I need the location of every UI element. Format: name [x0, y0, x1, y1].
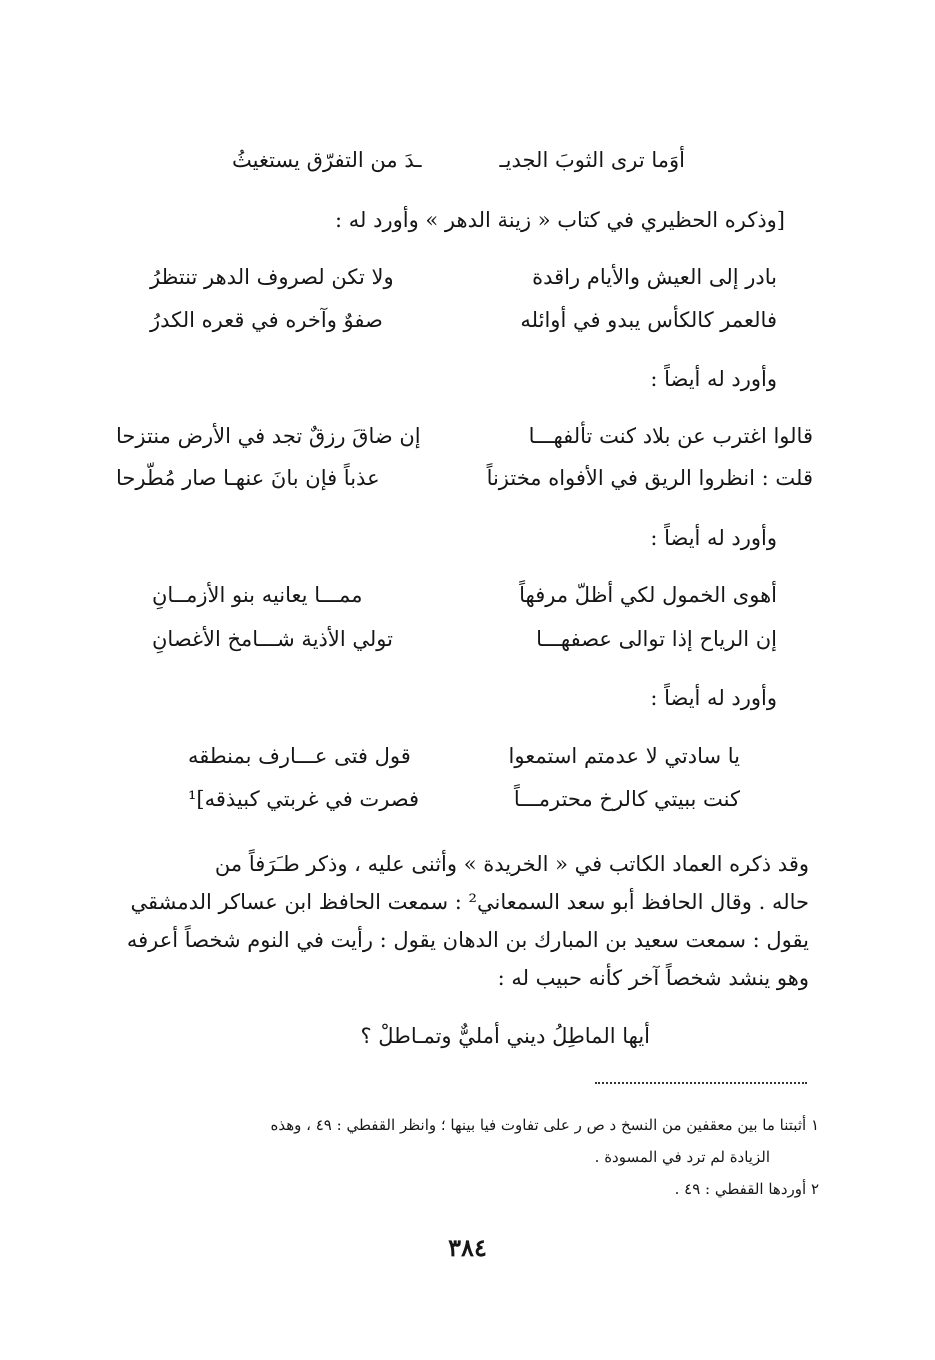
- poem-4-verse-2-right: كنت ببيتي كالرخ محترمـــاً: [513, 787, 740, 811]
- prose-line: وقد ذكره العماد الكاتب في « الخريدة » وأثنى عليه ، وذكر طـَرَفاً من: [214, 852, 809, 876]
- prose-line: وهو ينشد شخصاً آخر كأنه حبيب له :: [497, 966, 809, 990]
- poem-3-verse-2-left: تولي الأذية شـــامخ الأغصانِ: [152, 627, 393, 651]
- poem-3-verse-1-left: ممـــا يعانيه بنو الأزمــانِ: [152, 583, 363, 607]
- poem-4-verse-1-right: يا سادتي لا عدمتم استمعوا: [508, 744, 740, 768]
- poem-1-verse-1-right: بادر إلى العيش والأيام راقدة: [532, 265, 777, 289]
- poem-3-heading: وأورد له أيضاً :: [650, 526, 777, 550]
- poem-1-verse-1-left: ولا تكن لصروف الدهر تنتظرُ: [150, 265, 394, 289]
- footnote-1-continuation: الزيادة لم ترد في المسودة .: [594, 1148, 770, 1166]
- poem-2-verse-2-left: عذباً فإن بانَ عنهـا صار مُطّرحا: [116, 466, 380, 490]
- prose-line: حاله . وقال الحافظ أبو سعد السمعاني² : سمعت الحافظ ابن عساكر الدمشقي: [130, 890, 809, 914]
- poem-1-verse-2-right: فالعمر كالكأس يبدو في أوائله: [520, 308, 777, 332]
- intro-verse-right-hemistich: أوَما ترى الثوبَ الجديـ: [499, 148, 685, 172]
- poem-4-verse-1-left: قول فتى عـــارف بمنطقه: [188, 744, 411, 768]
- final-verse: أيها الماطِلُ ديني أمليٌّ وتمـاطلْ ؟: [360, 1024, 650, 1048]
- poem-3-verse-2-right: إن الرياح إذا توالى عصفهـــا: [536, 627, 777, 651]
- poem-4-heading: وأورد له أيضاً :: [650, 686, 777, 710]
- poem-2-verse-1-left: إن ضاقَ رزقٌ تجد في الأرض منتزحا: [116, 424, 421, 448]
- poem-4-verse-2-left: فصرت في غربتي كبيذقه]¹: [188, 787, 420, 811]
- prose-paragraph: [112, 845, 809, 997]
- footnote-separator: [595, 1082, 807, 1084]
- footnote-1: ١ أثبتنا ما بين معقفين من النسخ د ص ر على تفاوت فيا بينها ؛ وانظر القفطي : ٤٩ ، وهذه: [270, 1116, 819, 1134]
- page-number: ٣٨٤: [448, 1233, 487, 1262]
- poem-2-verse-2-right: قلت : انظروا الريق في الأفواه مختزناً: [486, 466, 813, 490]
- footnote-2: ٢ أوردها القفطي : ٤٩ .: [674, 1180, 819, 1198]
- poem-2-heading: وأورد له أيضاً :: [650, 367, 777, 391]
- poem-2-verse-1-right: قالوا اغترب عن بلاد كنت تألفهـــا: [528, 424, 813, 448]
- prose-line: يقول : سمعت سعيد بن المبارك بن الدهان يقول : رأيت في النوم شخصاً أعرفه: [126, 928, 809, 952]
- poem-1-verse-2-left: صفوٌ وآخره في قعره الكدرُ: [150, 308, 383, 332]
- intro-verse-left-hemistich: ـدَ من التفرّق يستغيثُ: [232, 148, 422, 172]
- bracket-intro-line: [وذكره الحظيري في كتاب « زينة الدهر » وأورد له :: [335, 208, 785, 232]
- poem-3-verse-1-right: أهوى الخمول لكي أظلّ مرفهاً: [519, 583, 777, 607]
